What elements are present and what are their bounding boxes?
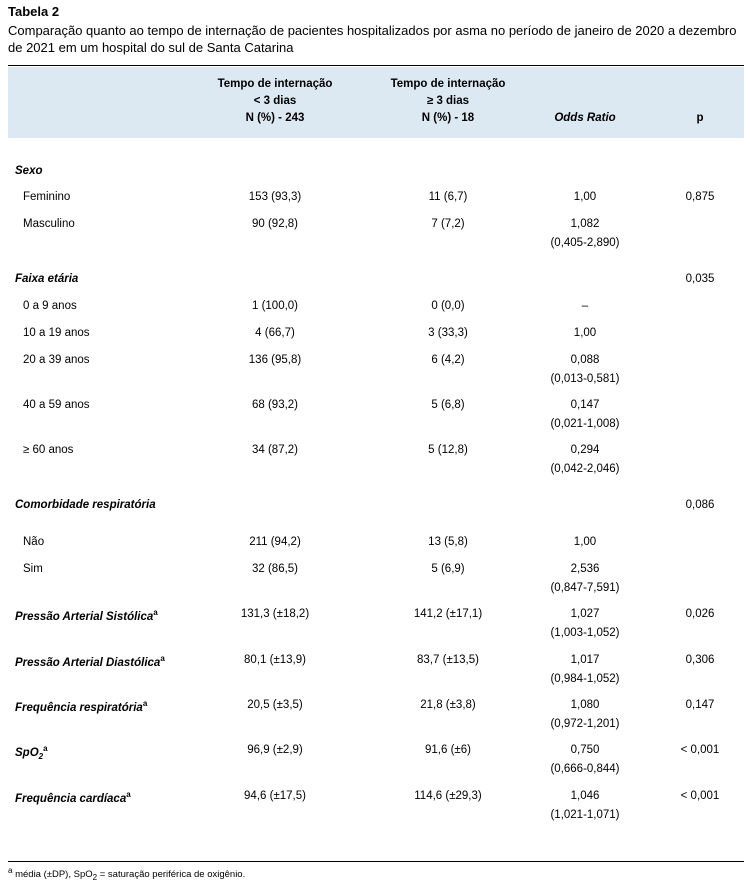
- cell-odds-ratio: [520, 351, 650, 389]
- cell-under-3-days: 34 (87,2): [251, 444, 299, 456]
- odds-ratio-ci: (0,021-1,008): [550, 418, 620, 430]
- cell-under-3-days: 90 (92,8): [251, 218, 299, 230]
- cell-odds-ratio: [520, 787, 650, 825]
- cell-odds-ratio: [520, 297, 650, 316]
- odds-ratio-ci: (0,013-0,581): [550, 373, 620, 385]
- cell-under-3-days: 153 (93,3): [248, 191, 302, 203]
- cell-p-value: 0,147: [685, 699, 715, 711]
- cell-over-3-days: 7 (7,2): [431, 218, 465, 230]
- cell-under-3-days: 96,9 (±2,9): [247, 744, 303, 756]
- row-label-footnote-mark: a: [43, 744, 48, 753]
- odds-ratio-ci: (0,405-2,890): [550, 237, 620, 249]
- cell-odds-ratio: [520, 741, 650, 779]
- row-label: [23, 300, 77, 312]
- row-label-text: SpO: [15, 746, 39, 759]
- row-label-text: Frequência respiratória: [15, 701, 143, 714]
- cell-over-3-days: 114,6 (±29,3): [414, 790, 482, 802]
- odds-ratio-ci: (0,042-2,046): [550, 463, 620, 475]
- row-label-text: Pressão Arterial Sistólica: [15, 610, 154, 623]
- row-label-text: Sim: [23, 563, 43, 575]
- cell-over-3-days: 6 (4,2): [431, 354, 465, 366]
- cell-p-value: 0,035: [685, 273, 715, 285]
- footnote-text-1: média (±DP), SpO: [12, 869, 93, 881]
- cell-over-3-days: 5 (12,8): [428, 444, 468, 456]
- odds-ratio-ci: (0,972-1,201): [550, 718, 620, 730]
- odds-ratio-ci: (0,847-7,591): [550, 582, 620, 594]
- header-col2-line3: N (%) - 18: [421, 112, 475, 124]
- cell-odds-ratio: [520, 396, 650, 434]
- row-label: [23, 563, 43, 575]
- header-col1-line1: Tempo de internação: [217, 78, 333, 90]
- header-col2-line2: ≥ 3 dias: [426, 95, 470, 107]
- odds-ratio-value: 1,080: [570, 699, 600, 711]
- row-label: [15, 744, 48, 761]
- odds-ratio-ci: (0,666-0,844): [550, 763, 620, 775]
- cell-p-value: < 0,001: [680, 744, 720, 756]
- row-label: [23, 218, 75, 230]
- odds-ratio-ci: (1,021-1,071): [550, 809, 620, 821]
- cell-under-3-days: 80,1 (±13,9): [244, 654, 306, 666]
- row-label-text: Comorbidade respiratória: [15, 499, 156, 511]
- row-label-text: 40 a 59 anos: [23, 399, 90, 411]
- row-label-footnote-mark: a: [142, 699, 148, 708]
- cell-odds-ratio: [520, 605, 650, 643]
- bottom-rule: [8, 861, 744, 862]
- cell-over-3-days: 13 (5,8): [428, 536, 468, 548]
- cell-odds-ratio: [520, 188, 650, 207]
- row-label-text: Faixa etária: [15, 273, 79, 285]
- row-label-text: 0 a 9 anos: [23, 300, 77, 312]
- cell-odds-ratio: [520, 324, 650, 343]
- cell-p-value: 0,306: [685, 654, 715, 666]
- odds-ratio-value: 1,027: [570, 608, 600, 620]
- cell-p-value: < 0,001: [680, 790, 720, 802]
- row-label-text: Pressão Arterial Diastólica: [15, 656, 161, 669]
- row-label-text: ≥ 60 anos: [23, 444, 74, 456]
- odds-ratio-value: 0,294: [570, 444, 600, 456]
- odds-ratio-value: 1,00: [573, 327, 597, 339]
- row-label-footnote-mark: a: [153, 608, 158, 617]
- table-caption: Comparação quanto ao tempo de internação de pacientes hospitalizados por asma no período de janeiro de 2020 a dezembro de 2021 em um hospital do sul de Santa Catarina: [8, 23, 737, 55]
- row-label: [15, 273, 78, 285]
- row-label-text: Feminino: [23, 191, 71, 203]
- cell-p-value: 0,086: [685, 499, 715, 511]
- row-label-text: 20 a 39 anos: [23, 354, 90, 366]
- footnote: [8, 866, 245, 882]
- cell-over-3-days: 21,8 (±3,8): [420, 699, 476, 711]
- cell-p-value: 0,026: [685, 608, 715, 620]
- cell-under-3-days: 32 (86,5): [251, 563, 299, 575]
- odds-ratio-value: 0,088: [570, 354, 600, 366]
- row-label-text: Não: [23, 536, 45, 548]
- odds-ratio-ci: (0,984-1,052): [550, 673, 620, 685]
- row-label: [23, 191, 70, 203]
- cell-under-3-days: 211 (94,2): [249, 536, 301, 548]
- cell-under-3-days: 131,3 (±18,2): [240, 608, 310, 620]
- header-col2-line1: Tempo de internação: [390, 78, 506, 90]
- row-label: [15, 790, 131, 805]
- cell-under-3-days: 20,5 (±3,5): [247, 699, 303, 711]
- row-label: [23, 444, 73, 456]
- row-label-text: 10 a 19 anos: [23, 327, 90, 339]
- table-title: Tabela 2: [8, 4, 60, 19]
- cell-odds-ratio: [520, 651, 650, 689]
- cell-odds-ratio: [520, 696, 650, 734]
- cell-over-3-days: 11 (6,7): [428, 191, 468, 203]
- odds-ratio-value: 1,00: [573, 536, 597, 548]
- row-label: [15, 165, 43, 177]
- row-label-footnote-mark: a: [160, 654, 165, 663]
- row-label-text: Frequência cardíaca: [15, 792, 127, 805]
- footnote-text-2: = saturação periférica de oxigênio.: [97, 869, 246, 881]
- cell-p-value: 0,875: [685, 191, 715, 203]
- row-label-text: Masculino: [23, 218, 75, 230]
- cell-odds-ratio: [520, 215, 650, 253]
- cell-under-3-days: 136 (95,8): [248, 354, 302, 366]
- odds-ratio-value: 0,147: [570, 399, 600, 411]
- cell-over-3-days: 3 (33,3): [428, 327, 468, 339]
- cell-over-3-days: 91,6 (±6): [425, 744, 471, 756]
- header-p-value: p: [696, 112, 704, 124]
- row-label: [23, 327, 90, 339]
- row-label: [15, 499, 156, 511]
- footnote-subscript: 2: [92, 873, 98, 883]
- cell-over-3-days: 5 (6,9): [431, 563, 465, 575]
- odds-ratio-ci: (1,003-1,052): [550, 627, 620, 639]
- row-label: [23, 354, 90, 366]
- odds-ratio-value: 2,536: [570, 563, 600, 575]
- row-label: [15, 654, 165, 669]
- odds-ratio-value: 1,017: [570, 654, 600, 666]
- footnote-mark: a: [8, 866, 13, 875]
- header-odds-ratio: Odds Ratio: [554, 112, 616, 124]
- cell-odds-ratio: [520, 560, 650, 598]
- odds-ratio-value: 1,046: [570, 790, 600, 802]
- row-label: [15, 699, 147, 714]
- cell-under-3-days: 1 (100,0): [251, 300, 299, 312]
- row-label: [15, 608, 158, 623]
- cell-over-3-days: 83,7 (±13,5): [417, 654, 479, 666]
- odds-ratio-value: –: [581, 300, 589, 312]
- row-label-footnote-mark: a: [126, 790, 131, 799]
- header-col1-line2: < 3 dias: [253, 95, 297, 107]
- odds-ratio-value: 0,750: [570, 744, 600, 756]
- cell-odds-ratio: [520, 441, 650, 479]
- cell-under-3-days: 68 (93,2): [251, 399, 299, 411]
- header-col1-line3: N (%) - 243: [245, 112, 305, 124]
- cell-under-3-days: 4 (66,7): [255, 327, 295, 339]
- odds-ratio-value: 1,082: [570, 218, 600, 230]
- cell-over-3-days: 141,2 (±17,1): [413, 608, 483, 620]
- row-label: [23, 536, 44, 548]
- cell-over-3-days: 0 (0,0): [431, 300, 465, 312]
- row-label-subscript: 2: [38, 752, 44, 762]
- row-label: [23, 399, 90, 411]
- row-label-text: Sexo: [15, 165, 43, 177]
- cell-under-3-days: 94,6 (±17,5): [244, 790, 306, 802]
- cell-odds-ratio: [520, 533, 650, 552]
- cell-over-3-days: 5 (6,8): [431, 399, 465, 411]
- odds-ratio-value: 1,00: [573, 191, 597, 203]
